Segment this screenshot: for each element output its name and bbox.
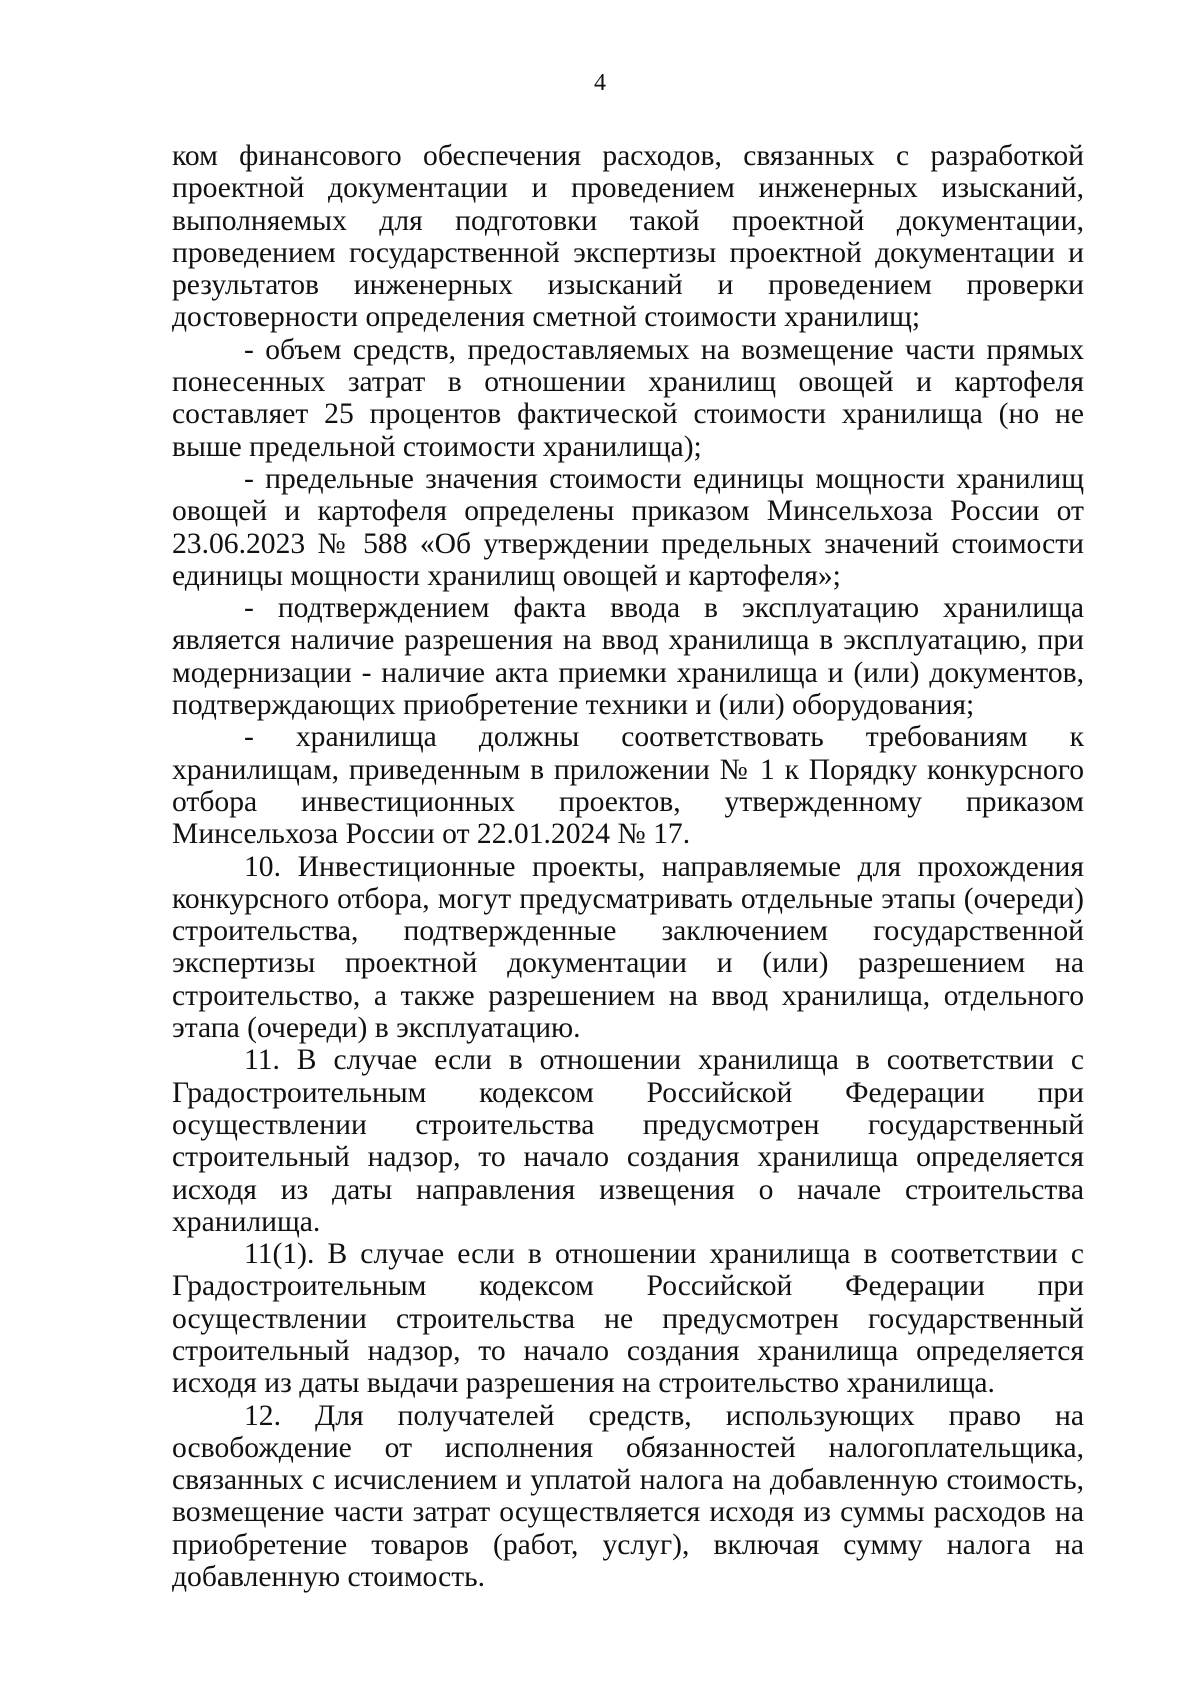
paragraph-item-12: 12. Для получателей средств, использующих право на освобождение от исполнения обязанностей налогоплательщика, связанных с исчислением и уплатой налога на добавленную стоимость, возмещение части затрат осуществляется исходя из суммы расходов на приобретение товаров (работ, услуг), включая сумму налога на добавленную стоимость. — [172, 1399, 1084, 1594]
paragraph-item-11-1: 11(1). В случае если в отношении хранилища в соответствии с Градостроительным кодексом Российской Федерации при осуществлении строительства не предусмотрен государственный строительный надзор, то начало создания хранилища определяется исходя из даты выдачи разрешения на строительство хранилища. — [172, 1238, 1084, 1400]
paragraph-storage-requirements: - хранилища должны соответствовать требованиям к хранилищам, приведенным в приложении № 1 к Порядку конкурсного отбора инвестиционных проектов, утвержденному приказом Минсельхоза России от 22.01.2024 № 17. — [172, 721, 1084, 851]
paragraph-continuation: ком финансового обеспечения расходов, связанных с разработкой проектной документации и проведением инженерных изысканий, выполняемых для подготовки такой проектной документации, проведением государственной экспертизы проектной документации и результатов инженерных изысканий и проведением проверки достоверности определения сметной стоимости хранилищ; — [172, 140, 1084, 334]
paragraph-item-11: 11. В случае если в отношении хранилища в соответствии с Градостроительным кодексом Российской Федерации при осуществлении строительства предусмотрен государственный строительный надзор, то начало создания хранилища определяется исходя из даты направления извещения о начале строительства хранилища. — [172, 1044, 1084, 1238]
paragraph-funding-volume: - объем средств, предоставляемых на возмещение части прямых понесенных затрат в отношении хранилищ овощей и картофеля составляет 25 процентов фактической стоимости хранилища (но не выше предельной стоимости хранилища); — [172, 333, 1084, 463]
document-body — [172, 140, 1084, 1593]
page-number: 4 — [594, 70, 606, 96]
paragraph-commissioning-confirmation: - подтверждением факта ввода в эксплуатацию хранилища является наличие разрешения на ввод хранилища в эксплуатацию, при модернизации - наличие акта приемки хранилища и (или) документов, подтверждающих приобретение техники и (или) оборудования; — [172, 592, 1084, 722]
paragraph-unit-cost-limits: - предельные значения стоимости единицы мощности хранилищ овощей и картофеля определены приказом Минсельхоза России от 23.06.2023 № 588 «Об утверждении предельных значений стоимости единицы мощности хранилищ овощей и картофеля»; — [172, 462, 1084, 592]
paragraph-item-10: 10. Инвестиционные проекты, направляемые для прохождения конкурсного отбора, могут предусматривать отдельные этапы (очереди) строительства, подтвержденные заключением государственной экспертизы проектной документации и (или) разрешением на строительство, а также разрешением на ввод хранилища, отдельного этапа (очереди) в эксплуатацию. — [172, 850, 1084, 1045]
